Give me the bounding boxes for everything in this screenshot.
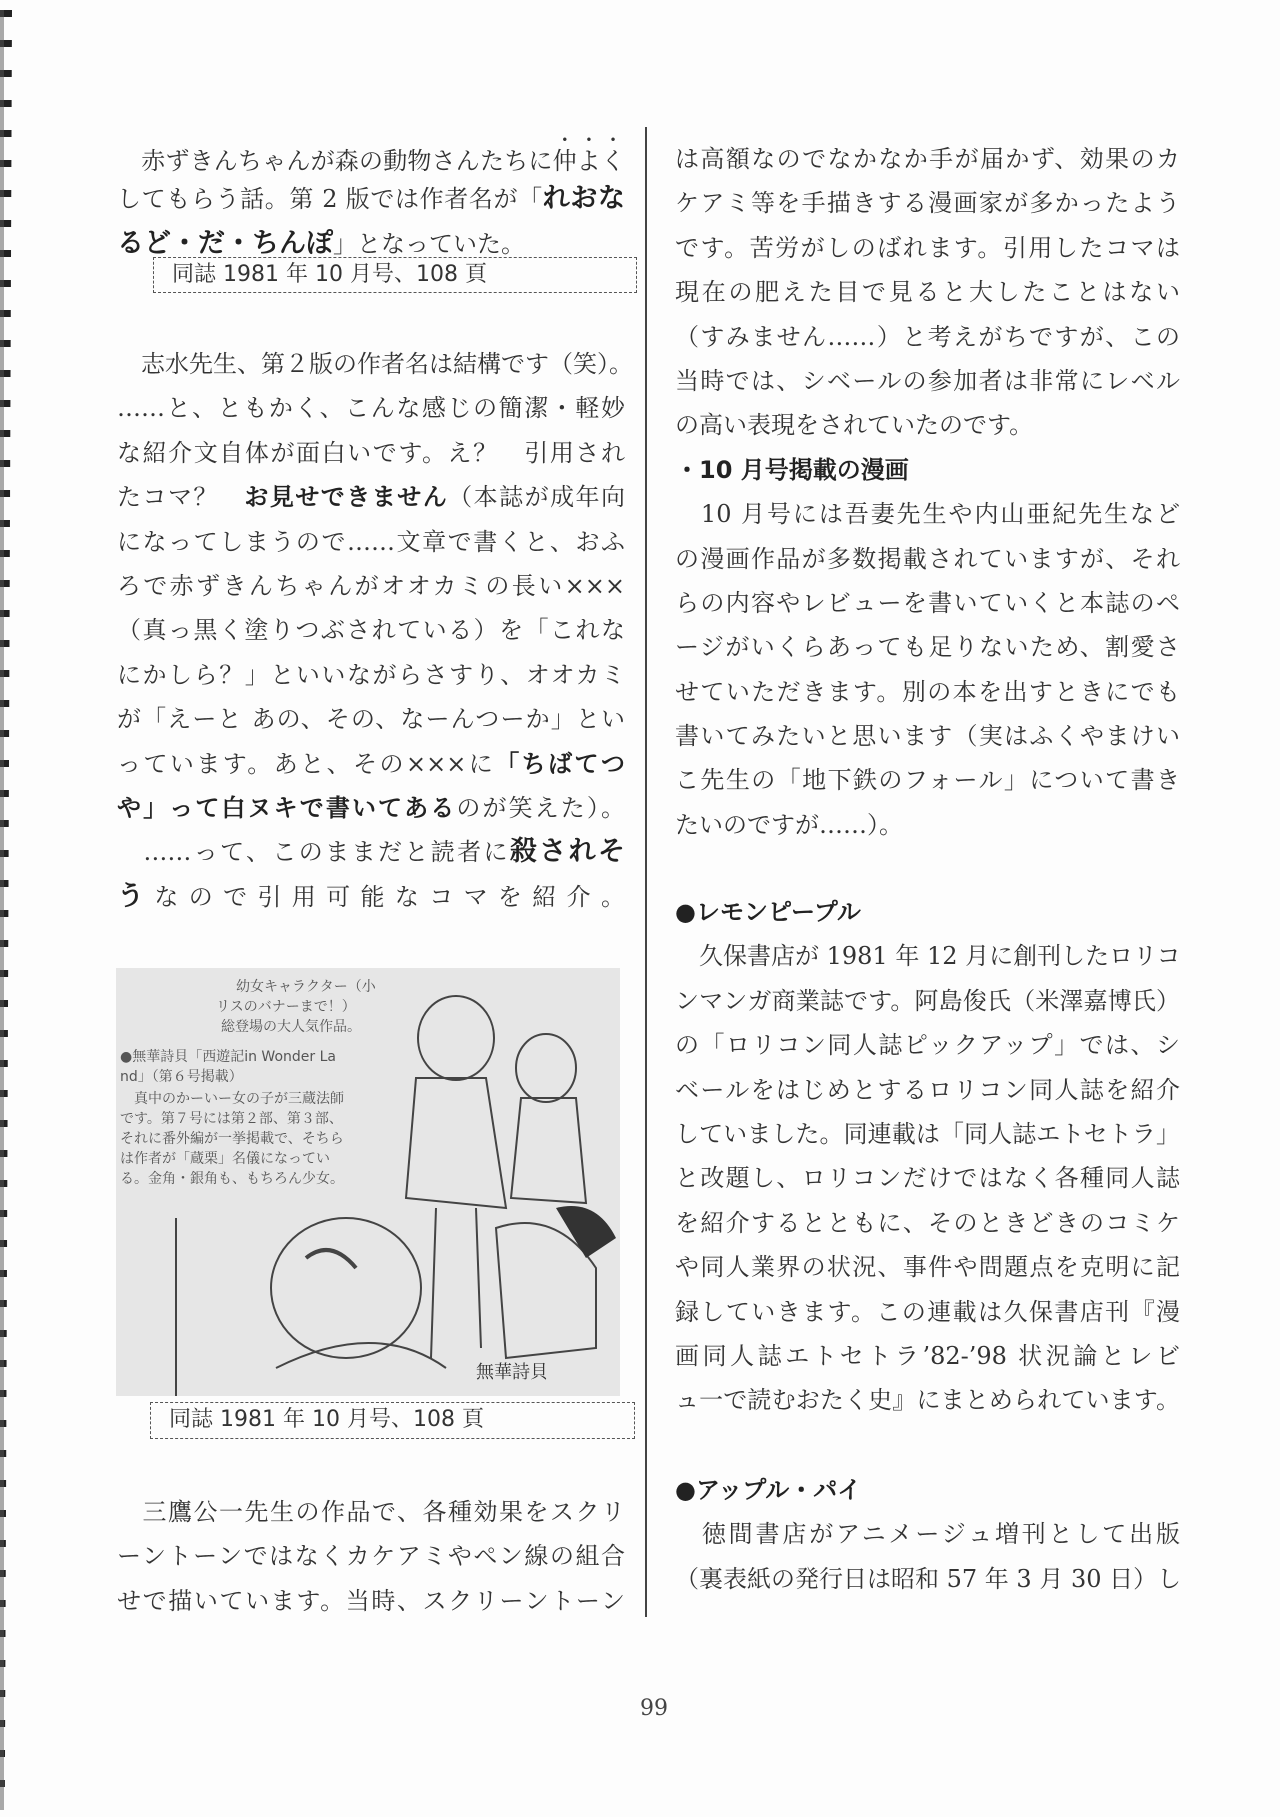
text-run: のが笑えた）。 [456, 793, 626, 822]
figure-text-line: る。金角・銀角も、もちろん少女。 [120, 1171, 344, 1187]
text-line [117, 786, 625, 830]
figure-text-line: です。第７号には第２部、第３部、 [120, 1111, 343, 1127]
text-run: （本誌が成年向 [448, 483, 626, 512]
text-run: にかしら？」といいながらさすり、オオカミ [117, 660, 625, 689]
text-run: していました。同連載は「同人誌エトセトラ」 [675, 1119, 1180, 1148]
text-run: の漫画作品が多数掲載されていますが、それ [675, 544, 1180, 573]
figure-text-line: ●無華詩貝「西遊記in Wonder La [120, 1049, 336, 1065]
text-run: 久保書店が 1981 年 12 月に創刊したロリコ [675, 942, 1181, 971]
paragraph-continued [675, 137, 1180, 448]
text-line [117, 742, 625, 786]
figure-text-line: 総登場の大人気作品。 [221, 1019, 361, 1035]
text-line [675, 270, 1180, 314]
column-divider [645, 127, 647, 1617]
manga-panel-figure [116, 968, 620, 1396]
text-run: の高い表現をされていたのです。 [675, 411, 1034, 440]
text-run: 三鷹公一先生の作品で、各種効果をスクリ [117, 1498, 625, 1526]
text-run: や同人業界の状況、事件や問題点を克明に記 [675, 1253, 1180, 1282]
text-line [675, 1378, 1180, 1422]
paragraph-mitaka [117, 1490, 625, 1623]
bold-text: う [117, 880, 155, 912]
text-line [675, 1512, 1180, 1556]
text-line [675, 1334, 1180, 1378]
text-line [675, 1068, 1180, 1112]
text-line [675, 315, 1180, 359]
text-run: （裏表紙の発行日は昭和 57 年 3 月 30 日）し [675, 1564, 1182, 1593]
text-run: ……って、このままだと読者に [117, 838, 510, 867]
text-run: ーントーンではなくカケアミやペン線の組合 [117, 1542, 625, 1571]
text-run: 10 月号には吾妻先生や内山亜紀先生など [675, 500, 1180, 529]
text-run: せていただきます。別の本を出すときにでも [675, 677, 1180, 706]
text-run: ュ一で読むおたく史』にまとめられています。 [675, 1386, 1180, 1415]
text-line [117, 1579, 625, 1623]
text-line [675, 979, 1180, 1023]
text-line [117, 1534, 625, 1578]
text-line [117, 653, 625, 697]
binding-edge [0, 10, 4, 1810]
text-run: （すみません……）と考えがちですが、この [675, 322, 1180, 351]
text-run: 現在の肥えた目で見ると大したことはない [675, 278, 1180, 307]
heading-apple-pie: ●アップル・パイ [675, 1476, 862, 1504]
text-line [675, 1290, 1180, 1334]
text-run: こ先生の「地下鉄のフォール」について書き [675, 766, 1180, 795]
text-run: 書いてみたいと思います（実はふくやまけい [675, 722, 1180, 751]
text-line [675, 714, 1180, 758]
text-line [675, 625, 1180, 669]
text-line [675, 1201, 1180, 1245]
paragraph-october [675, 492, 1180, 847]
bold-text: や」って白ヌキで書いてある [117, 793, 457, 822]
text-run: ベールをはじめとするロリコン同人誌を紹介 [675, 1075, 1180, 1104]
text-run: 録していきます。この連載は久保書店刊『漫 [675, 1297, 1180, 1326]
bold-text: 殺されそ [509, 836, 626, 868]
text-line [117, 875, 625, 919]
caption-citation-1: 同誌 1981 年 10 月号、108 頁 [153, 257, 637, 293]
text-run: と改題し、ロリコンだけではなく各種同人誌 [675, 1164, 1180, 1193]
section-lemon-people [675, 890, 1180, 1423]
section-apple-pie [675, 1468, 1180, 1601]
text-run: です。苦労がしのばれます。引用したコマは [675, 233, 1180, 262]
text-line [117, 342, 633, 386]
text-line [675, 181, 1180, 225]
text-run: ろで赤ずきんちゃんがオオカミの長い××× [117, 571, 625, 600]
text-line [675, 758, 1180, 802]
text-run: が「えーと あの、その、なーんつーか」とい [117, 705, 625, 734]
text-run: ……と、ともかく、こんな感じの簡潔・軽妙 [117, 394, 625, 423]
bold-text: お見せできません [244, 483, 449, 512]
text-run: ンマンガ商業誌です。阿島俊氏（米澤嘉博氏） [675, 986, 1180, 1015]
text-run: 志水先生、第２版の作者名は結構です（笑）。 [117, 350, 633, 378]
text-line [117, 830, 625, 874]
text-line [675, 581, 1180, 625]
text-line [117, 1490, 625, 1534]
paragraph-lemon-people [675, 934, 1180, 1422]
text-line [675, 137, 1180, 181]
text-line [675, 934, 1180, 978]
figure-text-line: nd」（第６号掲載） [120, 1069, 243, 1085]
text-line [675, 803, 1180, 847]
right-column-top [675, 137, 1180, 847]
text-run: 」となっていた。 [333, 229, 525, 258]
text-line [117, 475, 625, 519]
text-run: になってしまうので……文章で書くと、おふ [117, 527, 625, 556]
text-line [675, 1023, 1180, 1067]
text-run: 徳間書店がアニメージュ増刊として出版 [675, 1520, 1180, 1549]
heading-lemon-people: ●レモンピープル [675, 898, 861, 926]
text-run: 画同人誌エトセトラ’82-’98 状況論とレビ [675, 1341, 1180, 1370]
text-line [117, 133, 625, 177]
figure-signature: 無華詩貝 [476, 1362, 548, 1383]
text-run: （真っ黒く塗りつぶされている）を「これな [117, 616, 625, 645]
text-line [675, 1156, 1180, 1200]
text-line [117, 608, 625, 652]
text-line [675, 403, 1180, 447]
text-line [675, 1245, 1180, 1289]
text-line [675, 492, 1180, 536]
text-line [675, 537, 1180, 581]
text-line [117, 177, 625, 221]
paragraph-apple-pie [675, 1512, 1180, 1601]
text-line [675, 226, 1180, 270]
paragraph-intro [117, 133, 625, 266]
text-line [117, 520, 625, 564]
text-run: を紹介するとともに、そのときどきのコミケ [675, 1208, 1180, 1237]
figure-text-line: リスのバナーまで！） [216, 999, 356, 1015]
text-run: たいのですが……）。 [675, 810, 903, 839]
text-run: たコマ？ [117, 483, 245, 512]
text-line [675, 359, 1180, 403]
text-run: 赤ずきんちゃんが森の動物さんたちに [117, 147, 553, 175]
text-run: せで描いています。当時、スクリーントーン [117, 1586, 625, 1615]
text-run: ケアミ等を手描きする漫画家が多かったよう [675, 189, 1180, 218]
text-run: ージがいくらあっても足りないため、割愛さ [675, 633, 1180, 662]
text-run: っています。あと、その×××に [117, 749, 496, 778]
bold-text: 「ちばてつ [495, 749, 625, 778]
text-line [117, 431, 625, 475]
paragraph-commentary [117, 342, 633, 919]
text-run: な紹介文自体が面白いです。え？ 引用され [117, 438, 625, 467]
text-run: 当時では、シベールの参加者は非常にレベル [675, 366, 1180, 395]
figure-text-line: それに番外編が一挙掲載で、そちら [120, 1131, 344, 1147]
bold-text: るど・だ・ちんぽ [117, 227, 333, 259]
text-run: の「ロリコン同人誌ピックアップ」では、シ [675, 1031, 1180, 1060]
text-run: なので引用可能なコマを紹介。 [154, 882, 626, 911]
text-line [117, 386, 625, 430]
caption-citation-2: 同誌 1981 年 10 月号、108 頁 [150, 1402, 635, 1439]
figure-text-line: 幼女キャラクター（小 [236, 979, 376, 995]
text-run: らの内容やレビューを書いていくと本誌のペ [675, 588, 1180, 617]
text-line [675, 1557, 1180, 1601]
text-line [117, 697, 625, 741]
text-run: は高額なのでなかなか手が届かず、効果のカ [675, 145, 1180, 173]
heading-october-manga: ・10 月号掲載の漫画 [675, 455, 909, 484]
text-line [675, 670, 1180, 714]
figure-text-line: 真中のかーいー女の子が三蔵法師 [120, 1091, 344, 1107]
bold-text: れおな [542, 183, 625, 215]
page-number: 99 [640, 1696, 668, 1721]
text-run: してもらう話。第 2 版では作者名が「 [117, 185, 543, 214]
text-line [675, 1112, 1180, 1156]
figure-text-line: は作者が「蔵栗」名儀になってい [120, 1151, 330, 1167]
text-run: 仲よく [552, 147, 626, 175]
text-line [117, 564, 625, 608]
